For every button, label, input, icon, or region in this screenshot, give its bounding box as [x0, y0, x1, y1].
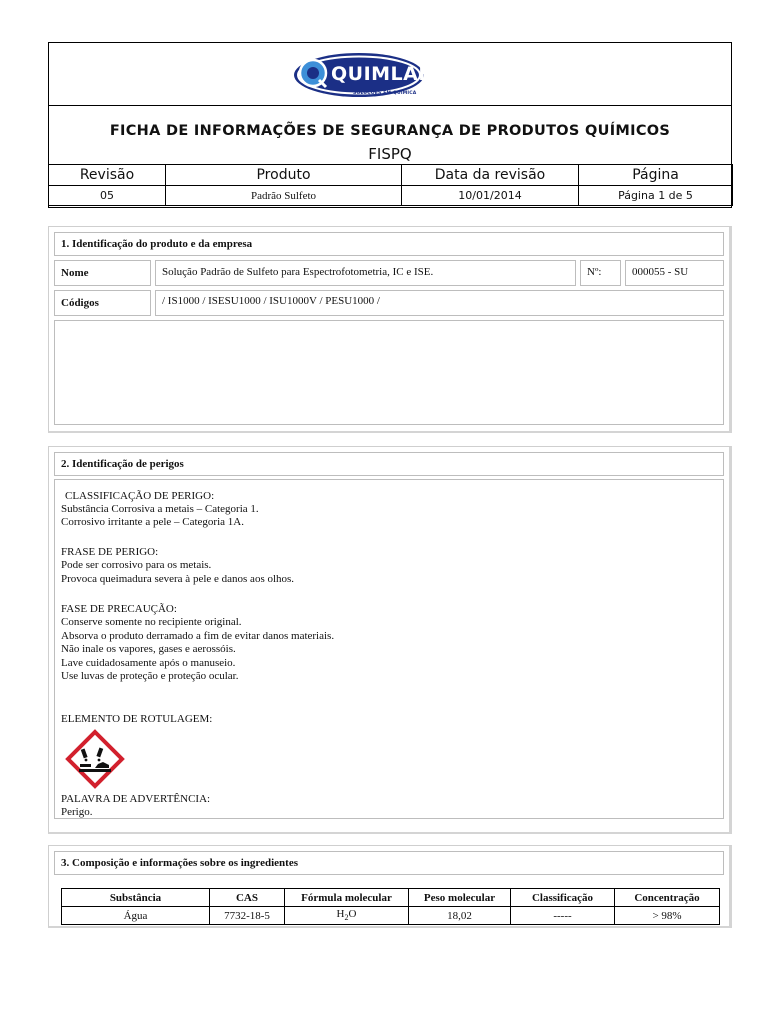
revision-value: 05	[49, 186, 166, 206]
hazard-heading: FRASE DE PERIGO:	[61, 546, 159, 558]
section-2-title: 2. Identificação de perigos	[54, 452, 724, 476]
section-3-title: 3. Composição e informações sobre os ingredientes	[54, 851, 724, 875]
name-label: Nome	[54, 260, 151, 286]
precaution-item: Não inale os vapores, gases e aerossóis.	[61, 643, 236, 655]
page-col-header: Página	[579, 165, 733, 186]
formula-subscript: 2	[344, 913, 349, 923]
page-value: Página 1 de 5	[579, 186, 733, 206]
revision-col-header: Revisão	[49, 165, 166, 186]
precaution-item: Absorva o produto derramado a fim de evitar danos materiais.	[61, 630, 335, 642]
classification-cell: -----	[511, 907, 615, 925]
precaution-heading: FASE DE PRECAUÇÃO:	[61, 603, 177, 615]
composition-header-row	[62, 889, 720, 907]
hazard-item: Provoca queimadura severa à pele e danos aos olhos.	[61, 573, 295, 585]
composition-table	[61, 888, 720, 925]
formula-tail: O	[348, 908, 357, 921]
section-1-title: 1. Identificação do produto e da empresa	[54, 232, 724, 256]
signal-word-heading: PALAVRA DE ADVERTÊNCIA:	[61, 793, 211, 805]
revision-table	[48, 164, 733, 206]
cas-col-header: CAS	[210, 889, 285, 907]
concentration-col-header: Concentração	[615, 889, 720, 907]
number-label: Nº:	[580, 260, 621, 286]
quimlab-logo	[291, 49, 427, 103]
label-element-heading: ELEMENTO DE ROTULAGEM:	[61, 713, 213, 725]
section-composition	[48, 845, 732, 928]
section-hazards	[48, 446, 732, 834]
logo-wordmark: QUIMLAB	[331, 63, 427, 85]
product-value: Padrão Sulfeto	[166, 186, 402, 206]
formula-col-header: Fórmula molecular	[285, 889, 409, 907]
codes-label: Códigos	[54, 290, 151, 316]
formula-main: H	[336, 908, 345, 921]
table-row	[62, 907, 720, 925]
date-value: 10/01/2014	[402, 186, 579, 206]
revision-header-row	[49, 165, 733, 186]
document-title: FICHA DE INFORMAÇÕES DE SEGURANÇA DE PRODUTOS QUÍMICOS	[109, 123, 671, 139]
date-col-header: Data da revisão	[402, 165, 579, 186]
precaution-item: Conserve somente no recipiente original.	[61, 616, 242, 628]
classification-heading: CLASSIFICAÇÃO DE PERIGO:	[65, 490, 215, 502]
hazard-body	[54, 479, 724, 819]
cas-cell: 7732-18-5	[210, 907, 285, 925]
classification-col-header: Classificação	[511, 889, 615, 907]
hazard-item: Pode ser corrosivo para os metais.	[61, 559, 212, 571]
logo-tagline: SOLUÇÕES EM QUÍMICA	[353, 91, 417, 96]
weight-col-header: Peso molecular	[409, 889, 511, 907]
precaution-item: Use luvas de proteção e proteção ocular.	[61, 670, 239, 682]
substance-cell: Água	[62, 907, 210, 925]
weight-cell: 18,02	[409, 907, 511, 925]
codes-value: / IS1000 / ISESU1000 / ISU1000V / PESU1000 /	[155, 290, 724, 316]
formula-cell	[285, 907, 409, 925]
classification-item: Corrosivo irritante a pele – Categoria 1A.	[61, 516, 244, 528]
product-col-header: Produto	[166, 165, 402, 186]
empty-info-area	[54, 320, 724, 425]
corrosion-icon	[65, 729, 125, 789]
signal-word: Perigo.	[61, 806, 93, 818]
section-identification	[48, 226, 732, 433]
classification-item: Substância Corrosiva a metais – Categoria 1.	[61, 503, 259, 515]
logo-row	[49, 43, 731, 106]
document-subtitle: FISPQ	[368, 145, 412, 163]
substance-col-header: Substância	[62, 889, 210, 907]
number-value: 000055 - SU	[625, 260, 724, 286]
name-value: Solução Padrão de Sulfeto para Espectrofotometria, IC e ISE.	[155, 260, 576, 286]
concentration-cell: > 98%	[615, 907, 720, 925]
revision-value-row	[49, 186, 733, 206]
precaution-item: Lave cuidadosamente após o manuseio.	[61, 657, 236, 669]
